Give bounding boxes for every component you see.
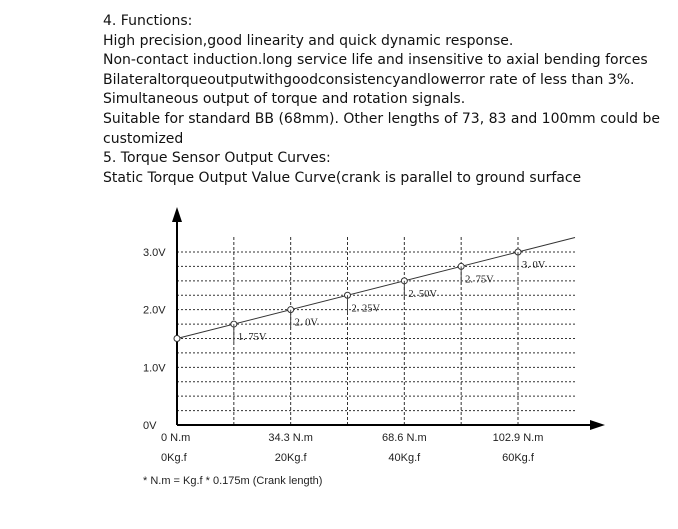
y-tick-label: 1.0V [143,362,166,375]
data-label: 2. 50V [408,288,437,300]
y-tick-label: 3.0V [143,247,166,259]
text-line: 4. Functions: [103,13,193,29]
text-line: 5. Torque Sensor Output Curves: [103,150,331,167]
data-label: 3. 0V [522,260,546,271]
y-tick-label: 0V [143,420,157,432]
y-tick-label: 2.0V [143,304,166,317]
text-line: Static Torque Output Value Curve(crank is parallel to ground surface [103,169,582,186]
x-tick-label: 0 N.m [161,432,191,444]
x-tick-label-kgf: 60Kg.f [502,452,534,464]
data-label: 2. 75V [465,274,494,286]
text-line: Simultaneous output of torque and rotation signals. [103,91,466,108]
text-line: Bilateraltorqueoutputwithgoodconsistencyandlowerror rate of less than 3%. [103,71,635,88]
text-line: High precision,good linearity and quick dynamic response. [103,32,514,49]
footnote: * N.m = Kg.f * 0.175m (Crank length) [143,475,323,487]
data-point [174,336,180,342]
text-line: customized [103,130,184,147]
x-tick-label-kgf: 0Kg.f [161,452,187,464]
x-tick-label: 68.6 N.m [382,432,427,444]
axes [172,207,605,430]
x-tick-label: 34.3 N.m [268,432,313,444]
x-axis-arrow-icon [590,420,605,430]
data-label: 2. 25V [351,303,381,315]
x-tick-label-kgf: 40Kg.f [388,452,421,464]
chart-labels [143,247,546,464]
y-axis-arrow-icon [172,207,182,222]
x-tick-label: 102.9 N.m [492,432,544,444]
x-tick-label-kgf: 20Kg.f [274,452,307,464]
text-line: Non-contact induction.long service life and insensitive to axial bending forces [103,52,648,69]
text-line: Suitable for standard BB (68mm). Other lengths of 73, 83 and 100mm could be [103,111,660,127]
data-label: 2. 0V [294,317,319,329]
grid [177,236,577,425]
data-label: 1. 75V [237,332,267,344]
